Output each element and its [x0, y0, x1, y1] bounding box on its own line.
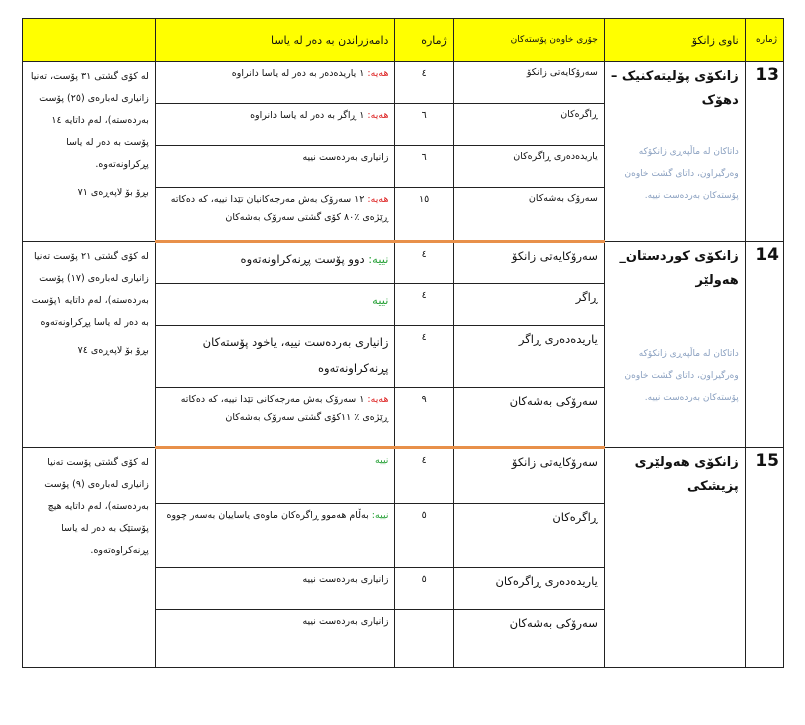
detail-text: ١ سەرۆک بەش مەرجەکانی تێدا نییە، کە دەکاتە ڕێژەی ٪ ١١کۆی گشتی سەرۆک بەشەکان [180, 394, 389, 423]
position-count: ٦ [395, 104, 453, 146]
table-row [23, 62, 784, 104]
position-type: ڕاگرەکان [453, 104, 604, 146]
appointment-detail [155, 104, 395, 146]
header-position-type: جۆری خاوەن پۆستەکان [453, 19, 604, 62]
university-cell [604, 242, 745, 448]
status-label: هەیە: [367, 110, 389, 121]
header-count: ژمارە [395, 19, 453, 62]
summary-cell [23, 448, 156, 668]
appointment-detail [155, 388, 395, 448]
status-label: هەیە: [367, 194, 389, 205]
summary-text: لە کۆی گشتی ٣١ پۆست، تەنیا زانیاری لەبارەی (٢٥) پۆست بەردەستە)، لەم داتایە ١٤ پۆست بە دەر لە یاسا پڕکراونەتەوە. [30, 71, 149, 170]
position-count: ١٥ [395, 188, 453, 242]
status-label: هەیە: [367, 394, 389, 405]
detail-text: ١٢ سەرۆک بەش مەرجەکانیان تێدا نییە، کە دەکاتە ڕێژەی ٪٨٠ کۆی گشتی سەرۆک بەشەکان [170, 194, 389, 223]
table-row [23, 242, 784, 284]
appointment-detail [155, 448, 395, 504]
status-label: نییە: [371, 510, 389, 521]
row-index: 15 [745, 448, 783, 668]
appointment-detail: زانیاری بەردەست نییە، یاخود پۆستەکان پڕنەکراونەتەوە [155, 326, 395, 388]
position-count: ٩ [395, 388, 453, 448]
university-cell [604, 448, 745, 668]
header-row [23, 19, 784, 62]
page-reference: بڕۆ بۆ لاپەڕەی ٧٤ [77, 345, 149, 356]
university-name: زانکۆی هەولێری پزیشکی [634, 455, 739, 494]
position-count: ٤ [395, 326, 453, 388]
detail-text: ١ یاریدەدەر بە دەر لە یاسا دانراوە [231, 68, 365, 79]
detail-text: بەڵام هەموو ڕاگرەکان ماوەی یاساییان بەسەر چووە [166, 510, 369, 521]
status-label: نییە: [368, 252, 389, 266]
position-count: ٤ [395, 284, 453, 326]
status-label: نییە [374, 455, 389, 466]
header-index: ژمارە [745, 19, 783, 62]
appointment-detail [155, 284, 395, 326]
header-summary [23, 19, 156, 62]
position-type: سەرۆک بەشەکان [453, 188, 604, 242]
row-index: 13 [745, 62, 783, 242]
university-note: داتاکان لە ماڵپەڕی زانکۆکە وەرگیراون، داتای گشت خاوەن پۆستەکان بەردەست نییە. [624, 147, 739, 201]
position-type: یاریدەدەری ڕاگر [453, 326, 604, 388]
appointment-detail: زانیاری بەردەست نییە [155, 568, 395, 610]
status-label: نییە [372, 293, 389, 307]
header-university: ناوی زانکۆ [604, 19, 745, 62]
table-row [23, 448, 784, 504]
position-count: ٤ [395, 448, 453, 504]
row-index: 14 [745, 242, 783, 448]
appointment-detail [155, 504, 395, 568]
summary-text: لە کۆی گشتی پۆست تەنیا زانیاری لەبارەی (٩) پۆست بەردەستە)، لەم داتایە هیچ پۆستێک بە دەر لە یاسا پڕنەکراوەتەوە. [44, 457, 149, 556]
university-name: زانکۆی کوردستان_ هەولێر [619, 249, 739, 288]
status-label: هەیە: [367, 68, 389, 79]
appointment-detail: زانیاری بەردەست نییە [155, 610, 395, 668]
position-type: ڕاگرەکان [453, 504, 604, 568]
position-count: ٥ [395, 568, 453, 610]
position-count [395, 610, 453, 668]
position-type: سەرۆکایەتی زانکۆ [453, 62, 604, 104]
position-count: ٥ [395, 504, 453, 568]
appointment-detail [155, 62, 395, 104]
position-type: سەرۆکی بەشەکان [453, 388, 604, 448]
university-note: داتاکان لە ماڵپەڕی زانکۆکە وەرگیراون، داتای گشت خاوەن پۆستەکان بەردەست نییە. [624, 349, 739, 403]
position-type: یاریدەدەری ڕاگرەکان [453, 568, 604, 610]
summary-text: لە کۆی گشتی ٢١ پۆست تەنیا زانیاری لەبارەی (١٧) پۆست بەردەستە)، لەم داتایە ١پۆست بە دەر لە یاسا پڕکراونەتەوە [31, 251, 149, 328]
position-type: یاریدەدەری ڕاگرەکان [453, 146, 604, 188]
detail-text: ١ ڕاگر بە دەر لە یاسا دانراوە [250, 110, 365, 121]
summary-cell [23, 242, 156, 448]
header-appointment: دامەزراندن بە دەر لە یاسا [155, 19, 395, 62]
position-type: سەرۆکایەتی زانکۆ [453, 448, 604, 504]
university-cell [604, 62, 745, 242]
position-count: ٤ [395, 62, 453, 104]
university-name: زانکۆی پۆلیتەکنیک – دهۆک [610, 69, 739, 108]
detail-text: دوو پۆست پڕنەکراونەتەوە [240, 252, 365, 266]
universities-table [22, 18, 784, 668]
position-type: ڕاگر [453, 284, 604, 326]
position-count: ٦ [395, 146, 453, 188]
appointment-detail [155, 188, 395, 242]
position-count: ٤ [395, 242, 453, 284]
page-reference: بڕۆ بۆ لاپەڕەی ٧١ [77, 187, 149, 198]
summary-cell [23, 62, 156, 242]
position-type: سەرۆکایەتی زانکۆ [453, 242, 604, 284]
appointment-detail [155, 242, 395, 284]
appointment-detail: زانیاری بەردەست نییە [155, 146, 395, 188]
position-type: سەرۆکی بەشەکان [453, 610, 604, 668]
